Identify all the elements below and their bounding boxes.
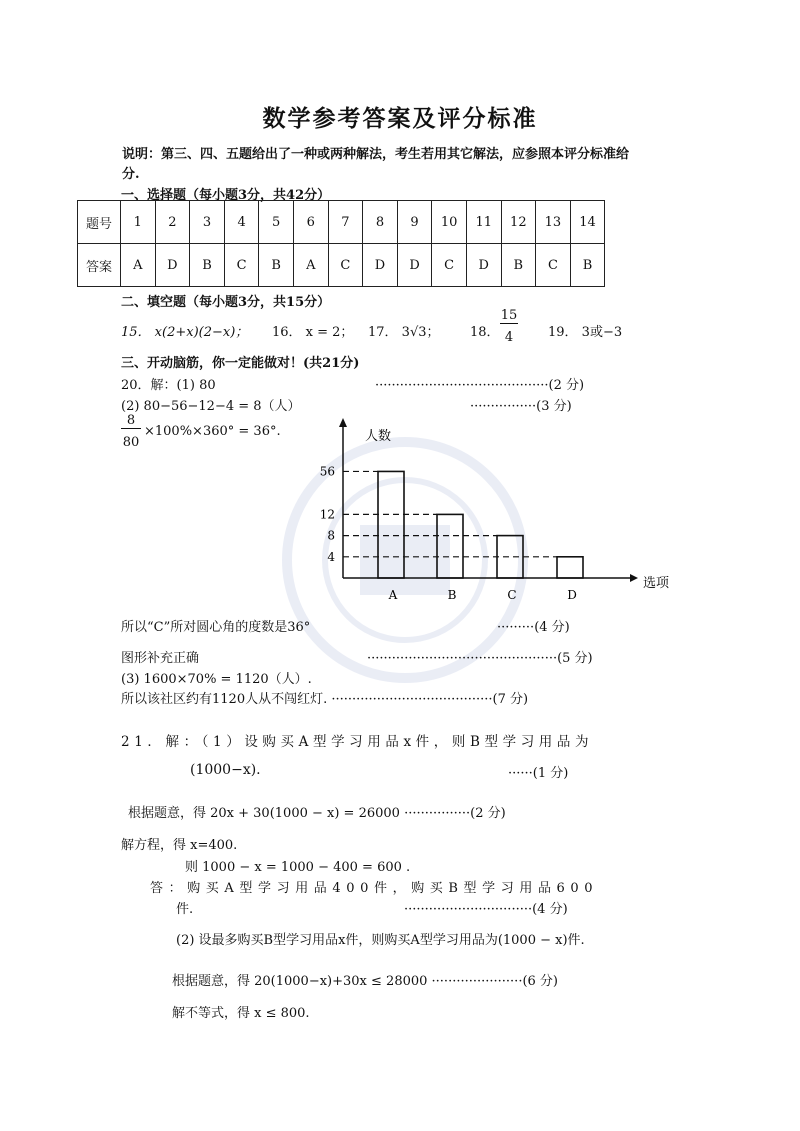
fill-q18-numerator: 15 [500,308,518,323]
q20-fraction-numerator: 8 [121,413,141,429]
section-choice-heading: 一、选择题（每小题3分，共42分） [121,188,331,203]
fill-q18-denominator: 4 [504,330,514,345]
q20-line-1-score: ··········································(2 分) [375,378,585,393]
x-tick-label: A [388,588,398,602]
x-tick-label: C [507,588,517,602]
table-cell: A [121,244,156,287]
q21-line-2: (1000−x). [190,762,261,778]
bar-A [378,471,404,578]
q21-line-7: 件. [176,902,194,917]
q21-line-3: 根据题意，得 20x + 30(1000 − x) = 26000 ················(2 分) [128,806,506,821]
q21-line-8: (2) 设最多购买B型学习用品x件，则购买A型学习用品为(1000 − x)件. [176,933,585,948]
q20-line-4-score: ·········(4 分) [497,620,570,635]
section-open-heading: 三、开动脑筋，你一定能做对！(共21分) [121,356,360,371]
table-cell: 14 [570,201,605,244]
q21-line-5: 则 1000 − x = 1000 − 400 = 600 . [185,860,411,875]
y-axis-label: 人数 [365,429,392,444]
table-cell: 3 [190,201,225,244]
table-cell: B [190,244,225,287]
table-cell: 10 [432,201,467,244]
table-cell: B [259,244,294,287]
table-cell: 9 [397,201,432,244]
y-tick-label: 12 [319,507,335,522]
table-cell: B [570,244,605,287]
fill-q15: 15． x(2+x)(2−x)； [121,325,249,340]
fill-q19: 19． 3或−3 [548,325,623,340]
q20-line-4: 所以“C”所对圆心角的度数是36° [121,620,311,635]
table-cell: C [432,244,467,287]
y-tick-label: 4 [327,549,335,564]
x-tick-label: B [447,588,457,602]
table-header-answer: 答案 [78,244,121,287]
q20-line-6: (3) 1600×70% = 1120（人）. [121,672,312,687]
answer-table [77,200,605,287]
table-cell: D [155,244,190,287]
table-cell: D [363,244,398,287]
x-axis-arrow [630,574,638,582]
q20-line-2: (2) 80−56−12−4 = 8（人） [121,399,301,414]
x-axis-label: 选项 [643,576,670,591]
table-cell: D [466,244,501,287]
page-title: 数学参考答案及评分标准 [262,105,538,132]
table-cell: 11 [466,201,501,244]
table-cell: 1 [121,201,156,244]
table-cell: C [536,244,571,287]
section-fill-heading: 二、填空题（每小题3分，共15分） [121,295,331,310]
table-header-number: 题号 [78,201,121,244]
table-cell: B [501,244,536,287]
q21-line-4: 解方程，得 x=400. [121,838,238,853]
table-cell: C [328,244,363,287]
note-line-2: 分. [122,167,140,182]
table-cell: 4 [224,201,259,244]
y-tick-label: 56 [319,464,335,479]
table-row-answers [78,244,605,287]
q20-line-2-score: ················(3 分) [470,399,572,414]
q21-line-6: 答：购买A型学习用品400件，购买B型学习用品600 [150,881,599,896]
table-cell: 6 [293,201,328,244]
bar-B [437,514,463,578]
table-cell: 7 [328,201,363,244]
table-row-numbers [78,201,605,244]
fill-q18-label: 18． [470,325,500,340]
q20-line-3: ×100%×360° = 36°. [144,424,281,439]
q20-fraction-denominator: 80 [122,435,140,450]
q20-line-1: 20．解：(1) 80 [121,378,216,393]
q21-line-1: 21．解：（1）设购买A型学习用品x件，则B型学习用品为 [121,734,594,750]
table-cell: 13 [536,201,571,244]
fill-q16: 16． x = 2； [272,325,354,340]
fill-q17: 17． 3√3； [368,325,440,340]
q21-line-10: 解不等式，得 x ≤ 800. [172,1006,310,1021]
q21-line-7-score: ·······························(4 分) [404,902,568,917]
q20-line-7: 所以该社区约有1120人从不闯红灯. ·······································(7 分) [121,692,529,707]
bar-C [497,536,523,578]
table-cell: A [293,244,328,287]
q21-line-9: 根据题意，得 20(1000−x)+30x ≤ 28000 ······················(6 分) [172,974,558,989]
table-cell: 5 [259,201,294,244]
q20-line-5-score: ··············································(5 分) [367,651,593,666]
q21-line-2-score: ······(1 分) [508,766,569,781]
note-line-1: 说明：第三、四、五题给出了一种或两种解法，考生若用其它解法，应参照本评分标准给 [122,147,630,162]
table-cell: D [397,244,432,287]
q20-line-5: 图形补充正确 [121,651,200,666]
bar-D [557,557,583,578]
x-tick-label: D [567,588,577,602]
table-cell: C [224,244,259,287]
y-axis-arrow [339,418,347,427]
table-cell: 2 [155,201,190,244]
y-tick-label: 8 [327,528,335,543]
bar-chart [300,415,690,610]
table-cell: 12 [501,201,536,244]
table-cell: 8 [363,201,398,244]
